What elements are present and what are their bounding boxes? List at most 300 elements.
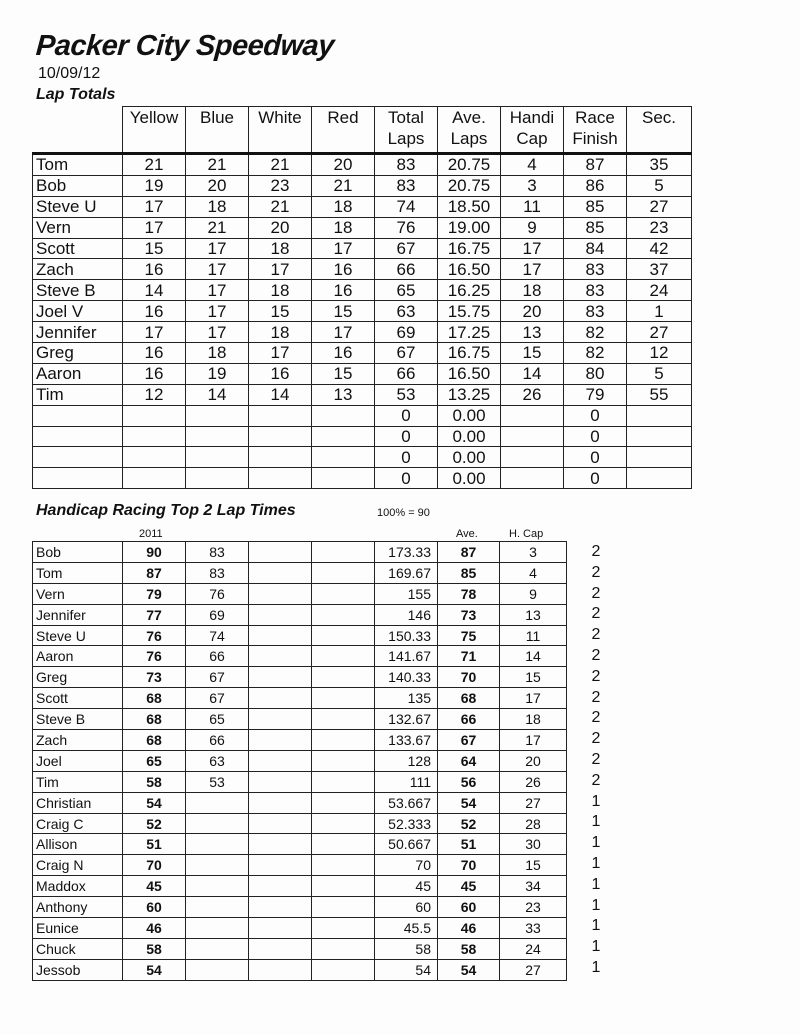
lap-value-cell: 17 [186,280,249,301]
lap-value-cell: 20 [249,217,312,238]
lap-header-line: Red [327,108,359,127]
lap-time-cell [249,646,312,667]
lap-value-cell: 18 [186,343,249,364]
handicap-cell: 15 [500,855,567,876]
lap-time-cell [186,938,249,959]
lap-count-value: 1 [591,958,601,976]
lap-time-cell: 63 [186,750,249,771]
lap-sum-cell: 45.5 [375,918,438,939]
lap-header-line: Sec. [641,108,677,127]
lap-value-cell [627,426,692,447]
driver-name-cell: Craig C [33,813,123,834]
lap-time-cell [249,771,312,792]
lap-value-cell: 3 [501,175,564,196]
lap-time-cell: 66 [186,646,249,667]
lap-value-cell: 16 [123,343,186,364]
lap-value-cell: 17.25 [438,322,501,343]
lap-header-cell [438,107,501,154]
lap-value-cell: 21 [249,154,312,176]
handicap-cell: 20 [500,750,567,771]
driver-name-cell: Vern [33,217,123,238]
lap-time-cell [186,959,249,980]
lap-header-line: Cap [516,129,548,148]
lap-count-value: 1 [591,854,601,872]
driver-name-cell: Joel [33,750,123,771]
lap-value-cell: 14 [249,384,312,405]
lap-value-cell: 15 [249,301,312,322]
lap-value-cell: 17 [501,259,564,280]
lap-value-cell: 18 [249,238,312,259]
lap-time-cell [186,855,249,876]
table-row [33,876,567,897]
lap-sum-cell: 169.67 [375,562,438,583]
lap-time-cell [249,583,312,604]
lap-value-cell: 16.25 [438,280,501,301]
table-row [33,938,567,959]
table-row [33,855,567,876]
lap-value-cell: 20.75 [438,175,501,196]
best-2011-cell: 70 [123,855,186,876]
lap-value-cell: 83 [375,154,438,176]
lap-value-cell: 82 [564,322,627,343]
lap-value-cell: 84 [564,238,627,259]
lap-time-cell [249,688,312,709]
lap-time-cell: 66 [186,730,249,751]
lap-value-cell [249,426,312,447]
lap-value-cell: 65 [375,280,438,301]
lap-value-cell: 5 [627,175,692,196]
lap-count-value: 2 [591,605,601,623]
lap-header-line: Total [388,108,424,127]
lap-value-cell: 16.50 [438,363,501,384]
lap-time-cell [312,750,375,771]
driver-name-cell: Steve U [33,625,123,646]
best-2011-cell: 68 [123,709,186,730]
lap-value-cell: 16 [249,363,312,384]
lap-value-cell: 21 [312,175,375,196]
lap-value-cell: 24 [627,280,692,301]
lap-time-cell [312,855,375,876]
table-row [33,259,692,280]
lap-time-cell: 76 [186,583,249,604]
average-cell: 51 [438,834,500,855]
lap-value-cell [123,447,186,468]
lap-value-cell: 67 [375,238,438,259]
lap-header-cell [186,107,249,154]
lap-value-cell: 16 [312,259,375,280]
table-row [33,667,567,688]
lap-value-cell: 26 [501,384,564,405]
average-cell: 60 [438,897,500,918]
lap-value-cell: 83 [375,175,438,196]
lap-time-cell [249,730,312,751]
lap-value-cell: 0.00 [438,468,501,489]
handicap-cell: 27 [500,959,567,980]
table-row [33,542,567,563]
lap-time-cell [249,562,312,583]
table-row [33,688,567,709]
lap-value-cell: 16 [123,363,186,384]
driver-name-cell: Vern [33,583,123,604]
driver-name-cell: Allison [33,834,123,855]
driver-name-cell [33,447,123,468]
average-cell: 85 [438,562,500,583]
lap-value-cell: 17 [249,343,312,364]
lap-time-cell: 74 [186,625,249,646]
lap-value-cell: 20.75 [438,154,501,176]
driver-name-cell: Tom [33,562,123,583]
best-2011-cell: 45 [123,876,186,897]
lap-time-cell [186,792,249,813]
lap-sum-cell: 133.67 [375,730,438,751]
lap-value-cell: 18 [312,196,375,217]
handicap-cell: 30 [500,834,567,855]
lap-value-cell [312,468,375,489]
lap-time-cell [186,918,249,939]
table-row [33,217,692,238]
lap-value-cell: 18.50 [438,196,501,217]
driver-name-cell: Craig N [33,855,123,876]
average-cell: 73 [438,604,500,625]
driver-name-cell: Tim [33,384,123,405]
lap-count-value: 2 [591,543,601,560]
lap-count-value: 2 [591,646,601,664]
driver-name-cell: Aaron [33,646,123,667]
lap-value-cell: 19 [123,175,186,196]
handicap-cell: 11 [500,625,567,646]
lap-value-cell: 14 [186,384,249,405]
lap-header-line: Laps [450,129,488,148]
lap-value-cell: 82 [564,343,627,364]
lap-value-cell: 21 [186,154,249,176]
lap-value-cell: 74 [375,196,438,217]
table-row [33,363,692,384]
lap-sum-cell: 58 [375,938,438,959]
lap-time-cell [312,876,375,897]
driver-name-cell: Tim [33,771,123,792]
lap-time-cell [249,542,312,563]
lap-value-cell [123,468,186,489]
lap-value-cell: 19.00 [438,217,501,238]
lap-count-value: 2 [591,771,601,789]
lap-value-cell: 0.00 [438,447,501,468]
lap-header-cell [564,107,627,154]
table-row [33,468,692,489]
driver-name-cell: Aaron [33,363,123,384]
lap-count-value: 1 [591,875,601,893]
average-cell: 71 [438,646,500,667]
lap-value-cell: 4 [501,154,564,176]
best-2011-cell: 65 [123,750,186,771]
lap-header-cell [312,107,375,154]
best-2011-cell: 52 [123,813,186,834]
lap-time-cell [312,792,375,813]
handicap-cell: 34 [500,876,567,897]
lap-time-cell [312,604,375,625]
lap-value-cell: 17 [123,196,186,217]
handicap-hcap-label: H. Cap [509,528,544,540]
lap-time-cell [312,688,375,709]
lap-value-cell: 18 [249,322,312,343]
lap-header-line: Ave. [452,108,486,127]
lap-sum-cell: 132.67 [375,709,438,730]
lap-value-cell [501,447,564,468]
lap-sum-cell: 70 [375,855,438,876]
lap-value-cell: 0 [375,426,438,447]
handicap-cell: 14 [500,646,567,667]
driver-name-cell: Steve B [33,709,123,730]
lap-value-cell [312,405,375,426]
lap-value-cell: 0 [375,405,438,426]
lap-value-cell [123,405,186,426]
table-row [33,175,692,196]
handicap-cell: 17 [500,688,567,709]
lap-value-cell: 86 [564,175,627,196]
driver-name-cell: Bob [33,542,123,563]
lap-count-column [586,542,606,979]
driver-name-cell: Scott [33,238,123,259]
lap-value-cell: 23 [627,217,692,238]
lap-time-cell [312,771,375,792]
handicap-ave-label: Ave. [456,528,478,540]
table-row [33,750,567,771]
handicap-cell: 33 [500,918,567,939]
lap-value-cell [249,447,312,468]
lap-value-cell [501,405,564,426]
lap-value-cell: 87 [564,154,627,176]
average-cell: 46 [438,918,500,939]
average-cell: 54 [438,959,500,980]
lap-sum-cell: 155 [375,583,438,604]
table-row [33,562,567,583]
best-2011-cell: 77 [123,604,186,625]
handicap-cell: 4 [500,562,567,583]
lap-value-cell: 14 [123,280,186,301]
lap-totals-heading: Lap Totals [36,86,116,103]
lap-value-cell: 16.75 [438,238,501,259]
driver-name-cell: Jennifer [33,322,123,343]
table-row [33,646,567,667]
lap-header-cell [627,107,692,154]
lap-value-cell: 17 [186,301,249,322]
lap-count-value: 1 [591,938,601,956]
lap-time-cell [312,834,375,855]
lap-count-value: 1 [591,813,601,831]
lap-time-cell [249,667,312,688]
lap-count-value: 1 [591,917,601,935]
lap-value-cell: 37 [627,259,692,280]
handicap-cell: 13 [500,604,567,625]
handicap-year-label: 2011 [139,528,163,540]
lap-count-value: 2 [591,626,601,644]
lap-time-cell [186,897,249,918]
lap-time-cell [186,834,249,855]
lap-value-cell [501,468,564,489]
lap-value-cell: 85 [564,217,627,238]
lap-value-cell [186,447,249,468]
lap-value-cell: 0 [375,447,438,468]
lap-value-cell: 15 [123,238,186,259]
table-row [33,959,567,980]
driver-name-cell: Greg [33,667,123,688]
lap-count-value: 2 [591,688,601,706]
table-row [33,792,567,813]
lap-value-cell: 0.00 [438,426,501,447]
lap-value-cell [249,405,312,426]
average-cell: 75 [438,625,500,646]
best-2011-cell: 79 [123,583,186,604]
average-cell: 56 [438,771,500,792]
lap-value-cell: 18 [312,217,375,238]
driver-name-cell: Steve U [33,196,123,217]
lap-value-cell: 27 [627,322,692,343]
lap-header-line: Handi [509,108,555,127]
lap-time-cell [312,959,375,980]
table-row [33,918,567,939]
average-cell: 45 [438,876,500,897]
handicap-cell: 28 [500,813,567,834]
table-row [33,154,692,176]
lap-sum-cell: 150.33 [375,625,438,646]
lap-time-cell [312,918,375,939]
best-2011-cell: 68 [123,688,186,709]
lap-count-value: 1 [591,834,601,852]
lap-header-line: Blue [199,108,235,127]
table-row [33,604,567,625]
lap-sum-cell: 45 [375,876,438,897]
lap-value-cell: 0 [564,405,627,426]
lap-value-cell: 12 [627,343,692,364]
lap-time-cell [186,876,249,897]
lap-value-cell: 20 [501,301,564,322]
lap-time-cell: 65 [186,709,249,730]
lap-value-cell: 13 [501,322,564,343]
lap-value-cell: 76 [375,217,438,238]
lap-sum-cell: 140.33 [375,667,438,688]
lap-time-cell: 83 [186,562,249,583]
lap-time-cell [249,938,312,959]
lap-value-cell: 19 [186,363,249,384]
lap-value-cell [123,426,186,447]
lap-time-cell [249,834,312,855]
lap-value-cell: 16 [123,301,186,322]
best-2011-cell: 73 [123,667,186,688]
lap-value-cell [312,426,375,447]
lap-time-cell [312,667,375,688]
lap-time-cell [312,562,375,583]
lap-value-cell [186,468,249,489]
lap-value-cell [186,426,249,447]
race-date: 10/09/12 [38,65,101,82]
table-row [33,447,692,468]
lap-sum-cell: 141.67 [375,646,438,667]
lap-header-cell [375,107,438,154]
lap-value-cell: 83 [564,280,627,301]
lap-value-cell: 0.00 [438,405,501,426]
handicap-cell: 17 [500,730,567,751]
lap-count-value: 2 [591,667,601,685]
lap-time-cell [249,897,312,918]
best-2011-cell: 58 [123,938,186,959]
lap-value-cell: 0 [564,468,627,489]
lap-value-cell [627,405,692,426]
lap-value-cell [249,468,312,489]
table-row [33,405,692,426]
lap-value-cell: 42 [627,238,692,259]
lap-time-cell [312,897,375,918]
driver-name-cell: Steve B [33,280,123,301]
lap-value-cell: 17 [312,322,375,343]
lap-value-cell: 21 [249,196,312,217]
lap-time-cell [249,876,312,897]
lap-time-cell [312,938,375,959]
lap-value-cell: 5 [627,363,692,384]
lap-time-cell: 69 [186,604,249,625]
handicap-note: 100% = 90 [377,507,430,519]
handicap-cell: 15 [500,667,567,688]
handicap-cell: 3 [500,542,567,563]
lap-value-cell: 1 [627,301,692,322]
lap-count-value: 2 [591,563,601,581]
lap-value-cell: 83 [564,259,627,280]
table-row [33,426,692,447]
lap-value-cell: 0 [564,426,627,447]
table-row [33,301,692,322]
page-title: Packer City Speedway [34,30,336,62]
table-row [33,897,567,918]
lap-time-cell [249,813,312,834]
lap-value-cell: 16 [312,343,375,364]
lap-value-cell: 16.75 [438,343,501,364]
lap-value-cell: 15 [501,343,564,364]
average-cell: 66 [438,709,500,730]
lap-value-cell: 16 [123,259,186,280]
driver-name-cell [33,405,123,426]
driver-name-cell: Eunice [33,918,123,939]
driver-name-cell: Chuck [33,938,123,959]
best-2011-cell: 54 [123,792,186,813]
driver-name-cell: Tom [33,154,123,176]
table-row [33,322,692,343]
lap-time-cell: 67 [186,667,249,688]
table-row [33,771,567,792]
lap-count-value: 1 [591,896,601,914]
lap-value-cell: 17 [312,238,375,259]
lap-sum-cell: 135 [375,688,438,709]
lap-value-cell [627,447,692,468]
lap-value-cell: 67 [375,343,438,364]
lap-value-cell [627,468,692,489]
lap-value-cell: 16.50 [438,259,501,280]
driver-name-cell: Jennifer [33,604,123,625]
driver-name-cell [33,426,123,447]
lap-sum-cell: 128 [375,750,438,771]
lap-value-cell: 35 [627,154,692,176]
best-2011-cell: 76 [123,646,186,667]
average-cell: 54 [438,792,500,813]
handicap-cell: 9 [500,583,567,604]
lap-value-cell: 27 [627,196,692,217]
lap-value-cell: 55 [627,384,692,405]
lap-value-cell: 20 [312,154,375,176]
lap-time-cell [312,583,375,604]
lap-value-cell: 15 [312,363,375,384]
driver-name-cell: Jessob [33,959,123,980]
driver-name-cell: Zach [33,730,123,751]
lap-time-cell: 67 [186,688,249,709]
average-cell: 87 [438,542,500,563]
lap-time-cell [249,709,312,730]
